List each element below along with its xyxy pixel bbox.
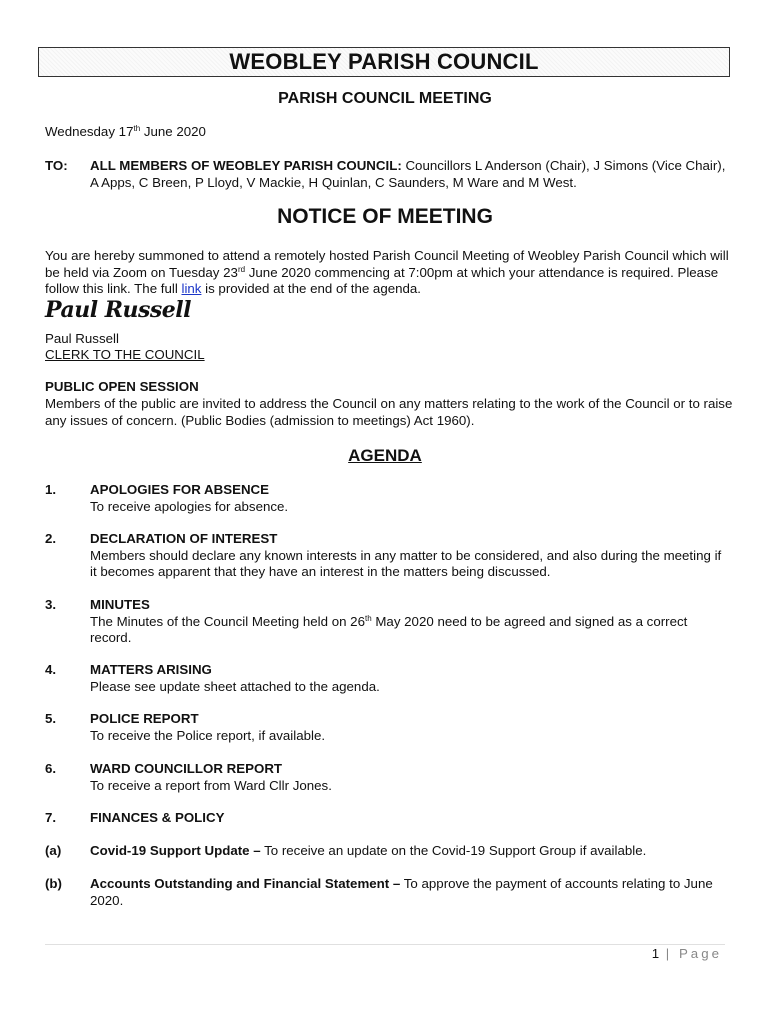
agenda-item-title: MATTERS ARISING: [90, 662, 212, 677]
agenda-item-title: FINANCES & POLICY: [90, 810, 225, 825]
summons-part-3: is provided at the end of the agenda.: [201, 281, 421, 296]
recipients-heading: ALL MEMBERS OF WEOBLEY PARISH COUNCIL:: [90, 158, 402, 173]
page-label: Page: [678, 946, 722, 961]
meeting-date-day: Wednesday 17: [45, 124, 134, 139]
agenda-item: [90, 810, 730, 827]
page-footer: [652, 946, 722, 961]
summons-part-2: June 2020 commencing at 7:00pm at which your attendance is required. Please follow this link. The full: [45, 264, 719, 296]
agenda-item-number: 7.: [45, 810, 57, 825]
agenda-item-text: Please see update sheet attached to the agenda.: [90, 678, 380, 694]
page-number: 1: [651, 946, 660, 961]
agenda-item-title: POLICE REPORT: [90, 711, 199, 726]
agenda-subitem-title: Covid-19 Support Update –: [90, 843, 261, 858]
agenda-subitem-text: To approve the payment of accounts relating to June 2020.: [90, 876, 713, 908]
clerk-name: Paul Russell: [45, 331, 119, 346]
meeting-title: PARISH COUNCIL MEETING: [278, 90, 492, 107]
agenda-item: [90, 662, 730, 695]
to-label: TO:: [45, 158, 68, 173]
agenda-item-text: To receive a report from Ward Cllr Jones.: [90, 777, 332, 793]
agenda-subitem-text: To receive an update on the Covid-19 Support Group if available.: [260, 843, 647, 858]
agenda-item: [90, 597, 730, 647]
agenda-item-title: DECLARATION OF INTEREST: [90, 531, 278, 546]
summons-text: [45, 248, 735, 298]
agenda-item-number: 4.: [45, 662, 57, 677]
agenda-subitem-letter: (a): [45, 843, 62, 858]
meeting-date-month: June 2020: [140, 124, 206, 139]
zoom-link[interactable]: link: [181, 281, 202, 296]
agenda-item-text: [90, 614, 730, 647]
footer-divider: [45, 944, 725, 945]
public-session-text: Members of the public are invited to address the Council on any matters relating to the work of the Council or to raise any issues of concern. (Public Bodies (admission to meetings) Act 1960).: [45, 396, 733, 428]
agenda-item-title: APOLOGIES FOR ABSENCE: [90, 482, 270, 497]
recipients-list: Councillors L Anderson (Chair), J Simons (Vice Chair), A Apps, C Breen, P Lloyd, V Mackie, H Quinlan, C Saunders, M Ware and M West.: [90, 158, 726, 190]
recipients: [90, 158, 730, 191]
agenda-item-title: MINUTES: [90, 597, 150, 612]
agenda-item: [90, 531, 730, 581]
council-title-box: [38, 47, 730, 77]
page-separator: |: [659, 946, 679, 961]
minutes-text-part-2: May 2020 need to be agreed and signed as a correct record.: [90, 613, 688, 645]
agenda-item-number: 6.: [45, 761, 57, 776]
summons-part-1: You are hereby summoned to attend a remotely hosted Parish Council Meeting of Weobley Parish Council which will be held via Zoom on Tuesday 23: [45, 248, 729, 280]
agenda-item-text: To receive apologies for absence.: [90, 498, 289, 514]
summons-date-suffix: rd: [237, 264, 246, 274]
agenda-heading: AGENDA: [348, 446, 422, 465]
agenda-item: [90, 761, 730, 794]
agenda-item: [90, 482, 730, 515]
agenda-subitem-letter: (b): [45, 876, 62, 891]
agenda-item-title: WARD COUNCILLOR REPORT: [90, 761, 283, 776]
minutes-date-suffix: th: [364, 613, 372, 623]
agenda-item-text: Members should declare any known interests in any matter to be considered, and also during the meeting if it becomes apparent that they have an interest in the matters being discussed.: [90, 547, 722, 579]
agenda-title: [0, 446, 770, 466]
agenda-item-number: 3.: [45, 597, 57, 612]
agenda-subitem: [90, 876, 730, 909]
agenda-item-number: 1.: [45, 482, 57, 497]
clerk-role: CLERK TO THE COUNCIL: [45, 347, 205, 362]
public-session-title: PUBLIC OPEN SESSION: [45, 379, 199, 394]
minutes-text-part-1: The Minutes of the Council Meeting held on 26: [90, 613, 365, 629]
notice-title: NOTICE OF MEETING: [277, 205, 493, 228]
meeting-date-suffix: th: [133, 124, 141, 133]
agenda-item-number: 2.: [45, 531, 57, 546]
agenda-subitem: [90, 843, 730, 860]
agenda-item-text: To receive the Police report, if available.: [90, 727, 326, 743]
agenda-item: [90, 711, 730, 744]
meeting-date: [45, 124, 206, 141]
council-title: WEOBLEY PARISH COUNCIL: [229, 49, 539, 74]
clerk-signature: Paul Russell: [45, 297, 191, 323]
agenda-item-number: 5.: [45, 711, 57, 726]
agenda-subitem-title: Accounts Outstanding and Financial Statement –: [90, 876, 401, 891]
